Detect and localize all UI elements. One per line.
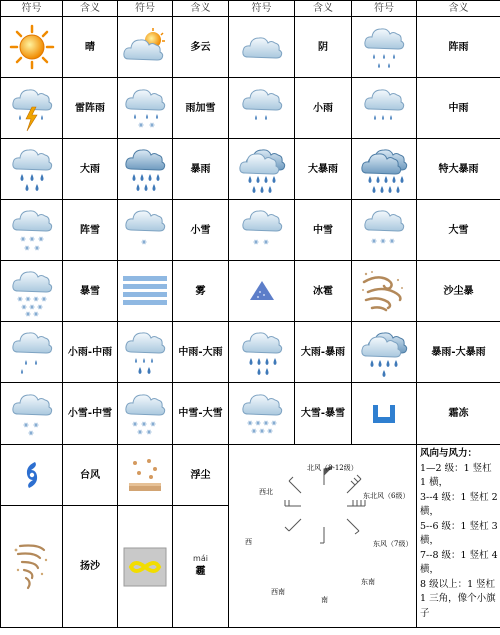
- overcast-icon: [229, 17, 295, 78]
- meaning-label: 雨加雪: [173, 78, 229, 139]
- sunny-icon: [1, 17, 63, 78]
- fog-icon: [118, 261, 173, 322]
- hail-icon: [229, 261, 295, 322]
- meaning-label: 浮尘: [173, 445, 229, 506]
- table-row: [1, 261, 500, 322]
- heavy-rain-to-rainstorm-icon: [229, 322, 295, 383]
- header-symbol: 符号: [229, 1, 295, 17]
- header-symbol: 符号: [118, 1, 173, 17]
- table-row: [1, 383, 500, 445]
- header-row: [1, 1, 500, 17]
- header-symbol: 符号: [1, 1, 63, 17]
- meaning-label: 中雨: [417, 78, 500, 139]
- wind-direction-diagram: [229, 445, 417, 628]
- rainstorm-icon: [118, 139, 173, 200]
- header-meaning: 含义: [295, 1, 352, 17]
- haze-pinyin: mái: [193, 554, 208, 563]
- meaning-label: 冰雹: [295, 261, 352, 322]
- freezing-icon: [352, 383, 417, 445]
- meaning-label: 暴雪: [63, 261, 118, 322]
- rainstorm-to-heavy-rainstorm-icon: [352, 322, 417, 383]
- meaning-label: 暴雨-大暴雨: [417, 322, 500, 383]
- sleet-icon: [118, 78, 173, 139]
- meaning-label: 大雨-暴雨: [295, 322, 352, 383]
- meaning-label: 台风: [63, 445, 118, 506]
- moderate-snow-icon: [229, 200, 295, 261]
- meaning-label: 多云: [173, 17, 229, 78]
- snowstorm-icon: [1, 261, 63, 322]
- meaning-label: 中雪-大雪: [173, 383, 229, 445]
- meaning-label: 大暴雨: [295, 139, 352, 200]
- meaning-label: 大雨: [63, 139, 118, 200]
- legend-title: 风向与风力：: [420, 448, 478, 459]
- table-row: [1, 200, 500, 261]
- meaning-label: 小雨: [295, 78, 352, 139]
- meaning-label: 中雨-大雨: [173, 322, 229, 383]
- meaning-label: 阵雨: [417, 17, 500, 78]
- blowing-sand-icon: [1, 506, 63, 628]
- wind-label-north: 北风（8-12级）: [307, 464, 358, 472]
- meaning-label: 阵雪: [63, 200, 118, 261]
- partly-cloudy-icon: [118, 17, 173, 78]
- meaning-label: 小雨-中雨: [63, 322, 118, 383]
- table-row: [1, 17, 500, 78]
- table-row: [1, 445, 500, 506]
- meaning-label: 沙尘暴: [417, 261, 500, 322]
- meaning-label: 小雪: [173, 200, 229, 261]
- meaning-label: 扬沙: [63, 506, 118, 628]
- meaning-label: 暴雨: [173, 139, 229, 200]
- severe-rainstorm-icon: [352, 139, 417, 200]
- table-row: [1, 322, 500, 383]
- meaning-label: 霾: [195, 566, 206, 577]
- meaning-label: 大雪: [417, 200, 500, 261]
- wind-label-northwest: 西北: [259, 488, 273, 496]
- meaning-label: 特大暴雨: [417, 139, 500, 200]
- moderate-to-heavy-rain-icon: [118, 322, 173, 383]
- haze-icon: [118, 506, 173, 628]
- light-snow-icon: [118, 200, 173, 261]
- header-meaning: 含义: [417, 1, 500, 17]
- moderate-to-heavy-snow-icon: [118, 383, 173, 445]
- table-row: [1, 139, 500, 200]
- haze-label-cell: [173, 506, 229, 628]
- floating-dust-icon: [118, 445, 173, 506]
- wind-label-southeast: 东南: [361, 578, 375, 586]
- header-symbol: 符号: [352, 1, 417, 17]
- legend-line: 5--6 级：1 竖杠 3 横，: [420, 520, 498, 546]
- moderate-rain-icon: [352, 78, 417, 139]
- heavy-rain-icon: [1, 139, 63, 200]
- heavy-snow-to-snowstorm-icon: [229, 383, 295, 445]
- heavy-rainstorm-icon: [229, 139, 295, 200]
- wind-label-east: 东风（7级）: [373, 540, 413, 548]
- legend-line: 1—2 级：1 竖杠 1 横，: [420, 462, 492, 488]
- typhoon-icon: [1, 445, 63, 506]
- meaning-label: 雷阵雨: [63, 78, 118, 139]
- wind-label-west: 西: [245, 538, 252, 546]
- wind-force-legend: [417, 445, 500, 628]
- light-rain-icon: [229, 78, 295, 139]
- wind-label-south: 南: [321, 596, 328, 604]
- meaning-label: 霜冻: [417, 383, 500, 445]
- meaning-label: 小雪-中雪: [63, 383, 118, 445]
- legend-line: 3--4 级：1 竖杠 2 横，: [420, 491, 498, 517]
- legend-line: 8 级以上：1 竖杠 1 三角，像个小旗子: [420, 578, 496, 619]
- meaning-label: 大雪-暴雪: [295, 383, 352, 445]
- wind-label-southwest: 西南: [271, 588, 285, 596]
- snow-shower-icon: [1, 200, 63, 261]
- sandstorm-icon: [352, 261, 417, 322]
- heavy-snow-icon: [352, 200, 417, 261]
- light-to-moderate-rain-icon: [1, 322, 63, 383]
- shower-icon: [352, 17, 417, 78]
- meaning-label: 阴: [295, 17, 352, 78]
- meaning-label: 晴: [63, 17, 118, 78]
- meaning-label: 雾: [173, 261, 229, 322]
- header-meaning: 含义: [63, 1, 118, 17]
- header-meaning: 含义: [173, 1, 229, 17]
- thundershower-icon: [1, 78, 63, 139]
- light-to-moderate-snow-icon: [1, 383, 63, 445]
- table-row: [1, 78, 500, 139]
- legend-line: 7--8 级：1 竖杠 4 横，: [420, 549, 498, 575]
- meaning-label: 中雪: [295, 200, 352, 261]
- wind-label-northeast: 东北风（6级）: [363, 492, 410, 500]
